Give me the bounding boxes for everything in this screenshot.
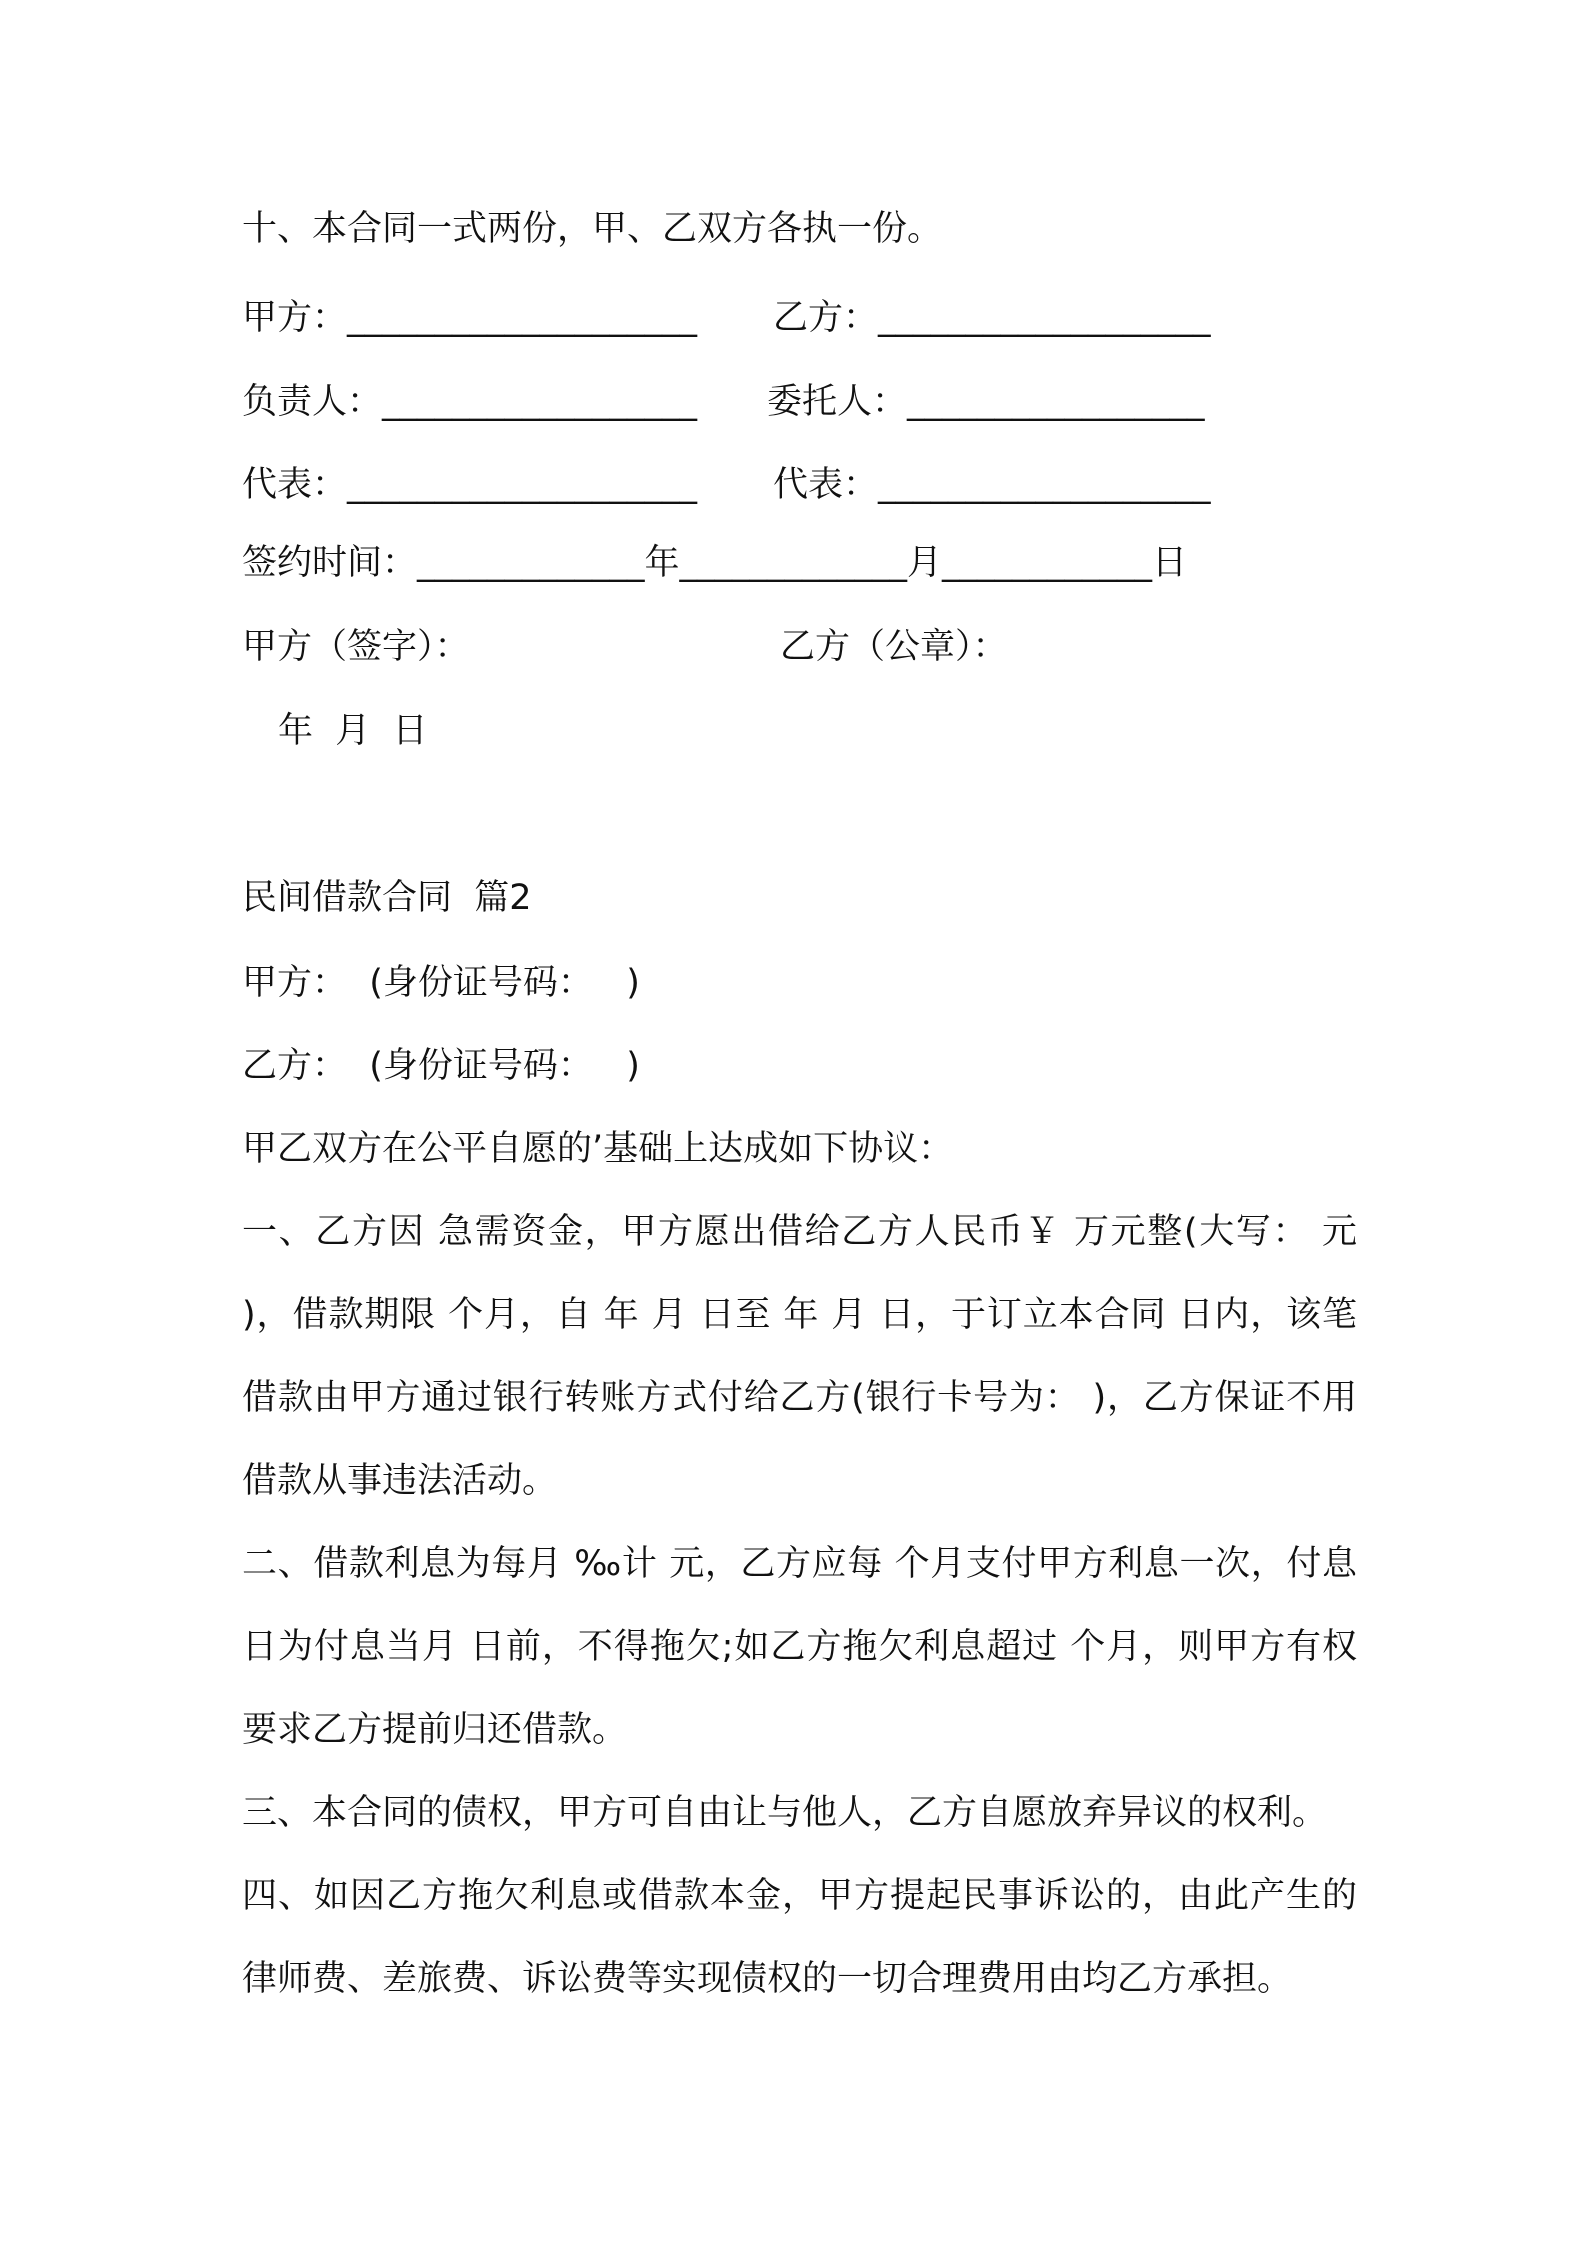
party-b-field: 乙方：___________________ (773, 298, 1211, 338)
clause-4: 四、如因乙方拖欠利息或借款本金，甲方提起民事诉讼的，由此产生的律师费、差旅费、诉讼费等实现债权的一切合理费用由均乙方承担。 (242, 1876, 1357, 1999)
contract-2-party-b: 乙方： (身份证号码： ) (242, 1046, 640, 1086)
contract-2-party-a: 甲方： (身份证号码： ) (242, 963, 640, 1003)
contract-2-title: 民间借款合同 篇2 (242, 878, 532, 918)
clause-2: 二、借款利息为每月 ‰计 元，乙方应每 个月支付甲方利息一次，付息日为付息当月 日前，不得拖欠;如乙方拖欠利息超过 个月，则甲方有权要求乙方提前归还借款。 (242, 1544, 1357, 1750)
signature-row (242, 625, 1362, 669)
representative-row (242, 463, 1362, 507)
representative-a-field: 代表：____________________ (242, 465, 698, 505)
manager-row (242, 380, 1362, 424)
party-b-seal: 乙方（公章）： (780, 627, 1008, 667)
party-a-signature: 甲方（签字）： (242, 627, 470, 667)
clause-3: 三、本合同的债权，甲方可自由让与他人，乙方自愿放弃异议的权利。 (242, 1793, 1328, 1833)
agent-field: 委托人：_________________ (767, 382, 1205, 422)
party-a-field: 甲方：____________________ (242, 298, 698, 338)
contract-2-intro: 甲乙双方在公平自愿的’基础上达成如下协议： (242, 1129, 954, 1169)
representative-b-field: 代表：___________________ (773, 465, 1211, 505)
manager-field: 负责人：__________________ (242, 382, 698, 422)
party-row (242, 296, 1362, 340)
date-placeholder: 年 月 日 (278, 711, 428, 751)
clause-1: 一、乙方因 急需资金，甲方愿出借给乙方人民币￥ 万元整(大写： 元 )，借款期限 个月，自 年 月 日至 年 月 日，于订立本合同 日内，该笔借款由甲方通过银行转账方式付给乙方(银行卡号为： )，乙方保证不用借款从事违法活动。 (242, 1212, 1357, 1501)
clause-10: 十、本合同一式两份，甲、乙双方各执一份。 (242, 209, 943, 249)
signing-date: 签约时间：_____________年_____________月____________日 (242, 543, 1188, 583)
